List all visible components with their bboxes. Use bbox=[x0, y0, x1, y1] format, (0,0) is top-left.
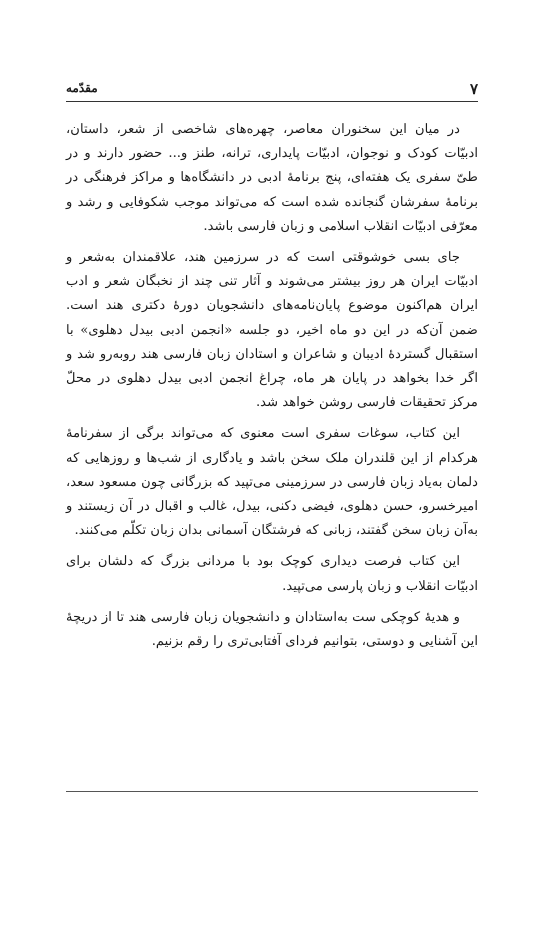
paragraph-2: جای بسی خوشوقتی است که در سرزمین هند، علاقمندان به‌شعر و ادبیّات ایران هر روز بیشتر می‌شوند و آثار تنی چند از نخبگان شعر و ادب ایران هم‌اکنون موضوع پایان‌نامه‌های دانشجویان دورهٔ دکتری هند است. ضمن آن‌که در این دو ماه اخیر، دو جلسه «انجمن ادبی بیدل دهلوی» با استقبال گستردهٔ ادیبان و شاعران و استادان زبان فارسی هند روبه‌رو شد و اگر خدا بخواهد در پایان هر ماه، چراغ انجمن ادبی بیدل دهلوی در محلّ مرکز تحقیقات فارسی روشن خواهد شد. bbox=[66, 250, 478, 411]
paragraph-3: این کتاب، سوغات سفری است معنوی که می‌تواند برگی از سفرنامهٔ هرکدام از این قلندران ملک سخن باشد و یادگاری از شب‌ها و روزهایی که دلمان به‌یاد زبان فارسی در سرزمینی می‌تپید که بزرگانی چون مسعود سعد، امیرخسرو، حسن دهلوی، فیضی دکنی، بیدل، غالب و اقبال در آن زیستند و به‌آن زبان سخن گفتند، زبانی که فرشتگان آسمانی بدان زبان تکلّم می‌کنند. bbox=[66, 426, 478, 539]
page-number: ۷ bbox=[469, 80, 478, 98]
header-rule bbox=[66, 101, 478, 102]
bottom-rule bbox=[66, 791, 478, 792]
running-title: مقدّمه bbox=[66, 81, 98, 95]
body-text bbox=[66, 118, 478, 661]
paragraph-5: و هدیهٔ کوچکی ست به‌استادان و دانشجویان زبان فارسی هند تا از دریچهٔ این آشنایی و دوستی، بتوانیم فردای آفتابی‌تری را رقم بزنیم. bbox=[66, 609, 478, 650]
paragraph-4: این کتاب فرصت دیداری کوچک بود با مردانی بزرگ که دلشان برای ادبیّات انقلاب و زبان پارسی می‌تپید. bbox=[66, 554, 478, 594]
paragraph-1: در میان این سخنوران معاصر، چهره‌های شاخصی از شعر، داستان، ادبیّات کودک و نوجوان، ادبیّات پایداری، ترانه، طنز و... حضور دارند و در طیّ سفری یک هفته‌ای، پنج برنامهٔ ادبی در دانشگاه‌ها و مراکز فرهنگی در برنامهٔ سفرشان گنجانده شده است که می‌تواند موجب شکوفایی و رشد و معرّفی ادبیّات انقلاب اسلامی و زبان فارسی باشد. bbox=[66, 122, 478, 234]
